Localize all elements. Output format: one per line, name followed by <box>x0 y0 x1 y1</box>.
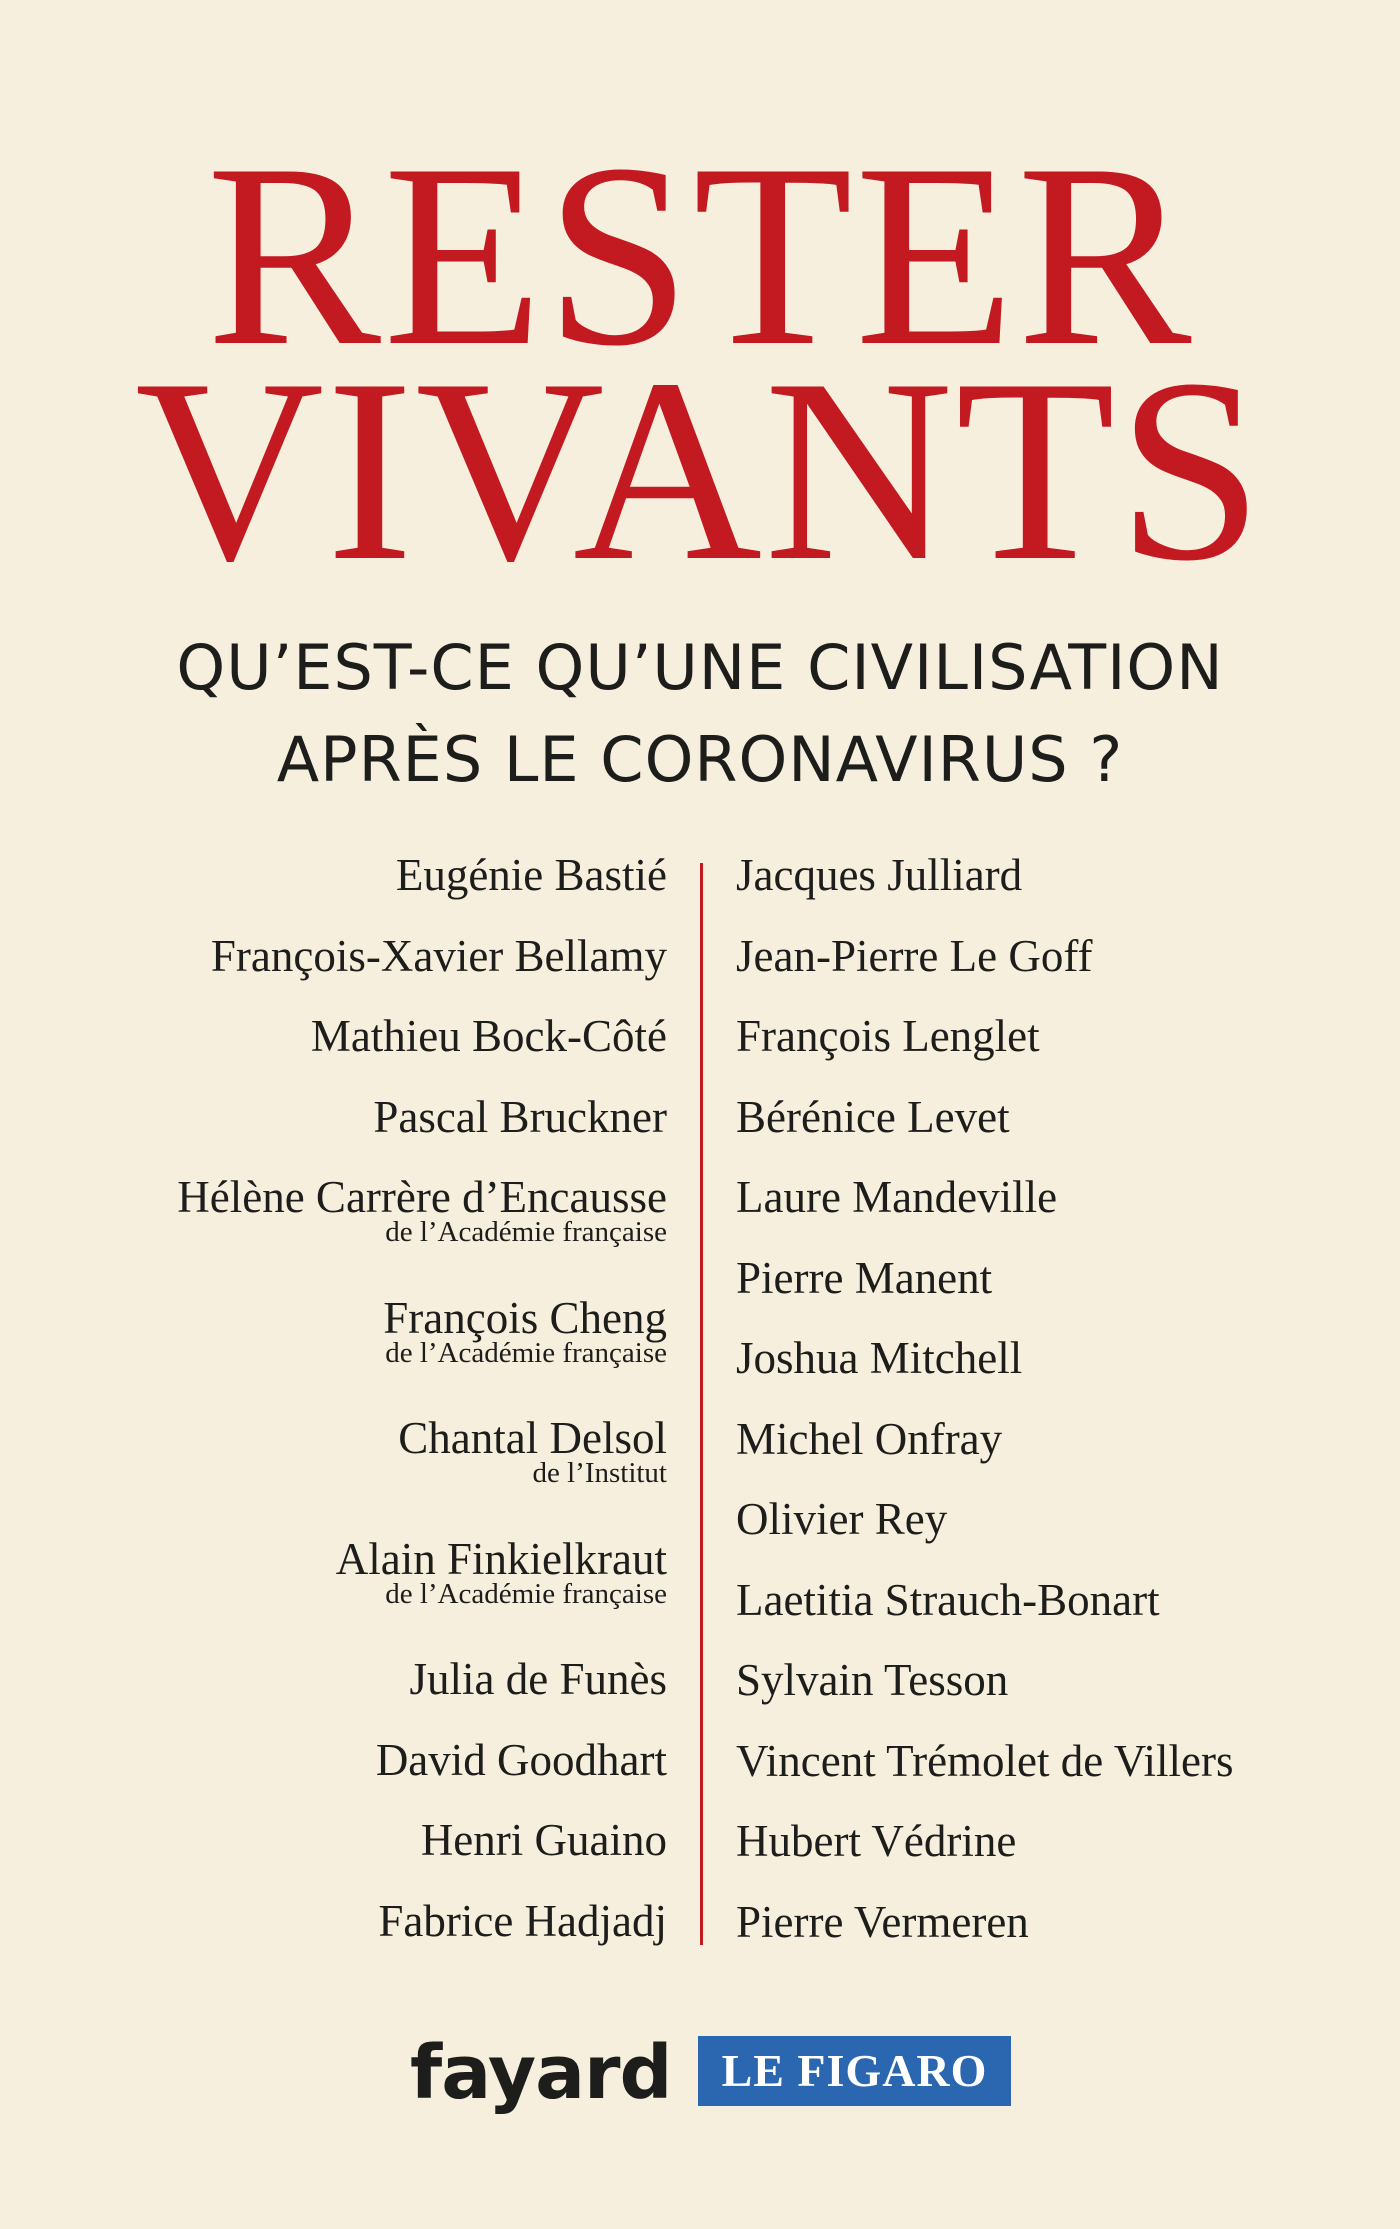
author-name: Pierre Manent <box>736 1252 993 1303</box>
author-item <box>177 1735 667 1816</box>
author-name: Bérénice Levet <box>736 1091 1010 1142</box>
author-item <box>736 1011 1233 1092</box>
author-item <box>736 1816 1233 1897</box>
author-name: Michel Onfray <box>736 1413 1003 1464</box>
title-line-1: RESTER <box>206 110 1194 400</box>
author-item <box>736 1333 1233 1414</box>
author-item <box>736 1414 1233 1495</box>
author-item <box>736 850 1233 931</box>
le-figaro-logo: LE FIGARO <box>698 2036 1011 2106</box>
author-item <box>177 1534 667 1655</box>
authors-left-column <box>177 850 667 1976</box>
publisher-logos <box>0 2028 1400 2148</box>
author-affiliation: de l’Institut <box>532 1457 667 1489</box>
author-item <box>177 1172 667 1293</box>
column-divider <box>700 863 703 1945</box>
author-name: David Goodhart <box>375 1734 667 1785</box>
author-name: Laetitia Strauch-Bonart <box>736 1574 1160 1625</box>
subtitle-line-2: APRÈS LE CORONAVIRUS ? <box>276 723 1124 796</box>
author-item <box>177 1815 667 1896</box>
author-name: Pierre Vermeren <box>736 1896 1029 1947</box>
authors-right-column <box>736 850 1233 1977</box>
author-item <box>736 1655 1233 1736</box>
author-name: Vincent Trémolet de Villers <box>736 1735 1234 1786</box>
author-item <box>736 1897 1233 1978</box>
author-item <box>736 1092 1233 1173</box>
author-name: Alain Finkielkraut <box>335 1533 667 1584</box>
author-name: Eugénie Bastié <box>395 850 667 900</box>
subtitle-line-1: QU’EST-CE QU’UNE CIVILISATION <box>176 631 1224 704</box>
author-affiliation: de l’Académie française <box>385 1336 667 1369</box>
author-name: Laure Mandeville <box>736 1172 1058 1222</box>
author-name: Fabrice Hadjadj <box>378 1895 667 1946</box>
author-item <box>177 1092 667 1173</box>
author-name: Hélène Carrère d’Encausse <box>177 1172 667 1222</box>
author-name: Jacques Julliard <box>736 850 1023 900</box>
author-name: Mathieu Bock-Côté <box>310 1011 667 1061</box>
author-item <box>177 1413 667 1534</box>
author-item <box>177 1011 667 1092</box>
author-item <box>736 1494 1233 1575</box>
author-name: Jean-Pierre Le Goff <box>736 930 1093 981</box>
author-name: Joshua Mitchell <box>736 1333 1023 1383</box>
author-item <box>177 1896 667 1977</box>
author-affiliation: de l’Académie française <box>385 1216 667 1248</box>
author-name: Julia de Funès <box>409 1654 667 1704</box>
author-item <box>177 1654 667 1735</box>
author-name: Hubert Védrine <box>736 1816 1017 1866</box>
author-item <box>177 931 667 1012</box>
author-item <box>736 1575 1233 1656</box>
author-name: François-Xavier Bellamy <box>210 930 667 981</box>
author-name: Olivier Rey <box>736 1494 948 1544</box>
author-name: Chantal Delsol <box>398 1413 667 1463</box>
author-name: François Lenglet <box>736 1011 1040 1061</box>
author-name: Sylvain Tesson <box>736 1655 1009 1705</box>
author-name: Pascal Bruckner <box>373 1091 667 1142</box>
author-item <box>736 931 1233 1012</box>
author-item <box>736 1736 1233 1817</box>
author-item <box>736 1253 1233 1334</box>
author-item <box>177 1293 667 1414</box>
author-affiliation: de l’Académie française <box>385 1577 667 1610</box>
author-name: Henri Guaino <box>420 1815 667 1865</box>
author-item <box>736 1172 1233 1253</box>
author-name: François Cheng <box>383 1292 667 1343</box>
author-item <box>177 850 667 931</box>
fayard-logo: fayard <box>410 2030 672 2116</box>
title-line-2: VIVANTS <box>134 325 1266 615</box>
